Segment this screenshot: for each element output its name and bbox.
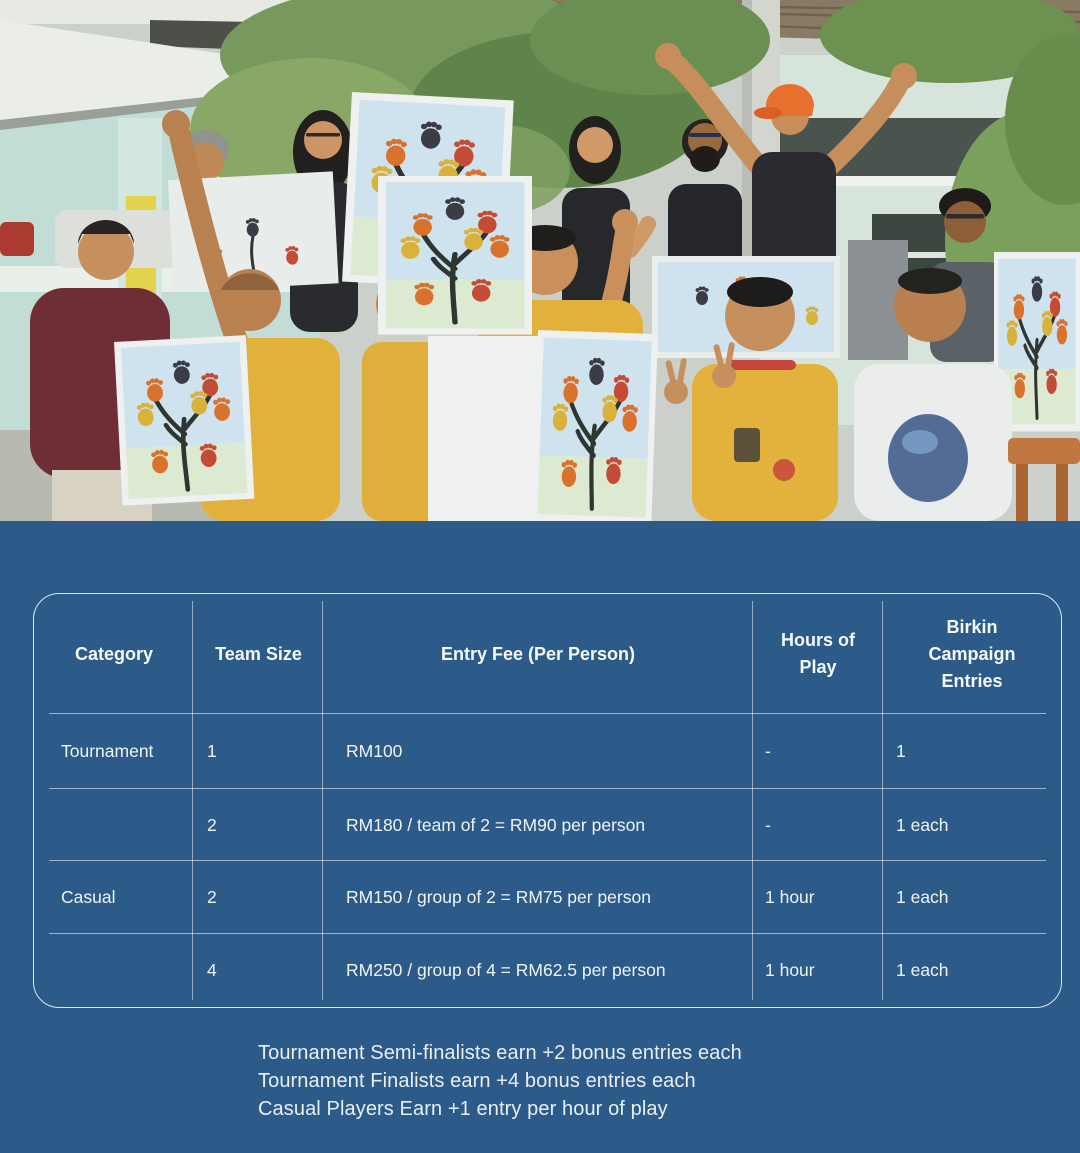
note-line: Tournament Semi-finalists earn +2 bonus entries each [258, 1042, 742, 1064]
table-cell: Casual [61, 887, 116, 907]
table-gridline-vertical [322, 601, 323, 1000]
bonus-notes [258, 1039, 742, 1123]
note-line: Casual Players Earn +1 entry per hour of play [258, 1098, 668, 1120]
note-line: Tournament Finalists earn +4 bonus entries each [258, 1070, 696, 1092]
table-cell: 4 [207, 960, 217, 980]
photo-canvas [114, 335, 254, 505]
table-gridline-vertical [192, 601, 193, 1000]
table-cell: 1 hour [765, 960, 815, 980]
table-cell [34, 934, 194, 1007]
column-header-birkin-entries: Birkin Campaign Entries [928, 616, 1016, 691]
column-header-team-size: Team Size [215, 643, 302, 664]
table-cell: 1 hour [765, 887, 815, 907]
table-cell: 2 [207, 887, 217, 907]
table-cell: 1 [207, 741, 217, 761]
table-cell: Tournament [61, 741, 154, 761]
table-cell: - [765, 814, 771, 835]
group-photo [0, 0, 1080, 521]
table-cell: RM180 / team of 2 = RM90 per person [346, 814, 646, 835]
column-header-category: Category [74, 643, 154, 664]
column-header-entry-fee: Entry Fee (Per Person) [440, 643, 636, 664]
table-gridline-horizontal [49, 860, 1046, 861]
column-header-hours-of-play: Hours of Play [781, 630, 855, 677]
pricing-table [33, 593, 1062, 1008]
photo-canvas [531, 330, 658, 521]
table-cell: 1 each [896, 887, 949, 907]
group-photo-illustration [0, 0, 1080, 521]
table-cell [34, 789, 194, 861]
table-cell: 2 [207, 814, 217, 835]
table-cell: RM250 / group of 4 = RM62.5 per person [346, 960, 666, 980]
table-gridline-horizontal [49, 713, 1046, 714]
table-gridline-horizontal [49, 788, 1046, 789]
table-cell: 1 [896, 741, 906, 761]
table-cell: - [765, 741, 771, 761]
table-cell: RM100 [346, 741, 403, 761]
table-cell: 1 each [896, 814, 949, 835]
table-gridline-horizontal [49, 933, 1046, 934]
table-cell: 1 each [896, 960, 949, 980]
photo-canvas [378, 176, 532, 335]
table-gridline-vertical [752, 601, 753, 1000]
table-gridline-vertical [882, 601, 883, 1000]
table-cell: RM150 / group of 2 = RM75 per person [346, 887, 651, 907]
